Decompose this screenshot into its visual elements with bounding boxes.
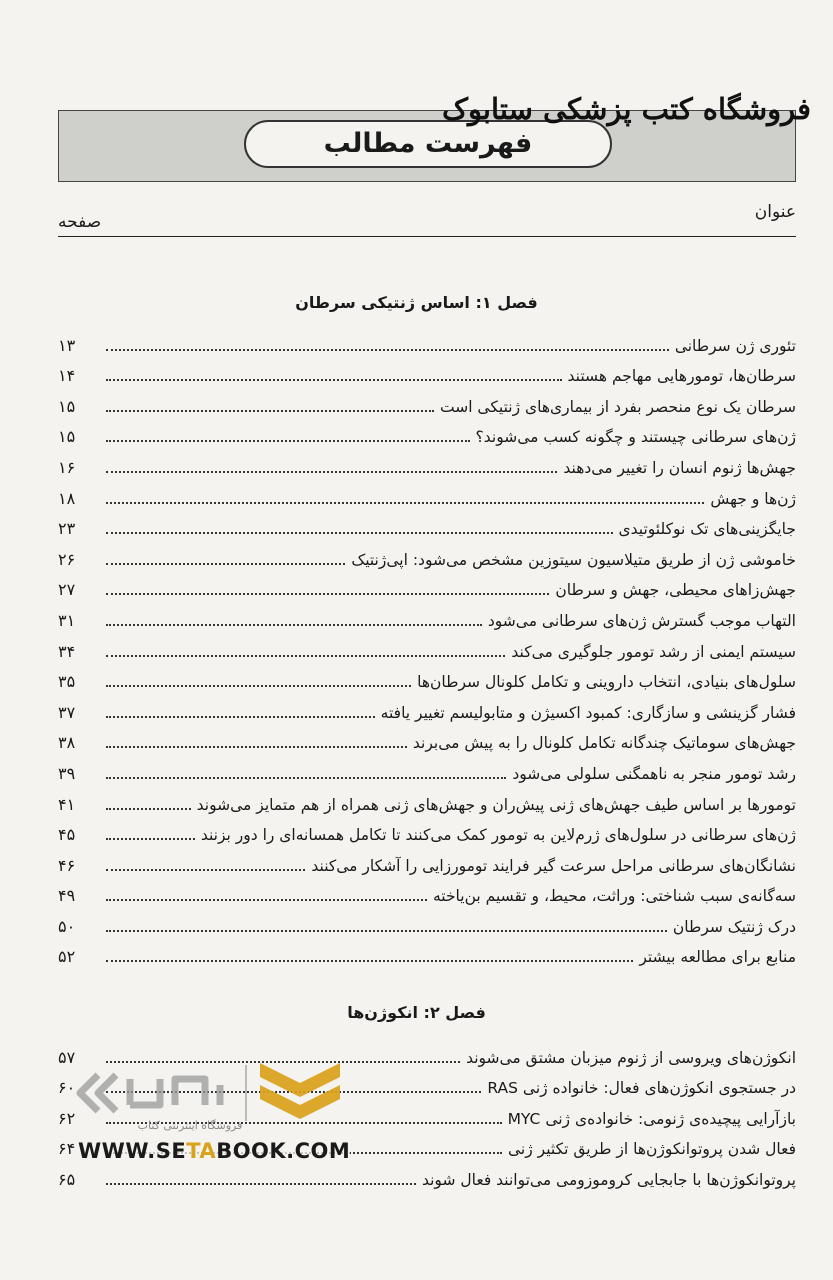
toc-entry-page: ۱۴ [58,366,76,386]
toc-entry-page: ۲۷ [58,580,76,600]
toc-leader [106,716,375,718]
toc-leader [106,349,669,351]
toc-entry[interactable] [58,478,796,509]
toc-leader [106,930,667,932]
toc-entry-page: ۱۵ [58,427,76,447]
chapter-1-title: فصل ۱: اساس ژنتیکی سرطان [295,293,538,312]
toc-leader [106,440,470,442]
toc-entry-page: ۶۵ [58,1169,76,1189]
toc-entry-page: ۶۴ [58,1139,76,1159]
chapter-1-toc [58,325,796,967]
toc-entry-page: ۳۸ [58,733,76,753]
toc-leader [106,502,704,504]
toc-entry-title: انکوژن‌های ویروسی از ژنوم میزبان مشتق می‌شوند [466,1048,796,1067]
toc-entry-page: ۵۲ [58,947,76,967]
toc-entry-title: خاموشی ژن از طریق متیلاسیون سیتوزین مشخص می‌شود: اپی‌ژنتیک [351,550,796,569]
toc-entry[interactable] [58,631,796,662]
toc-entry[interactable] [58,509,796,540]
header-divider [58,236,796,237]
toc-entry-page: ۱۸ [58,488,76,508]
toc-leader [106,532,613,534]
toc-entry-title: جهش‌ها ژنوم انسان را تغییر می‌دهند [563,458,796,477]
column-title-label: عنوان [754,202,796,222]
chapter-2-title: فصل ۲: انکوژن‌ها [347,1003,486,1022]
toc-entry-page: ۴۹ [58,886,76,906]
toc-entry-page: ۴۱ [58,794,76,814]
toc-entry-page: ۳۹ [58,763,76,783]
toc-entry-page: ۳۵ [58,672,76,692]
toc-entry-page: ۳۴ [58,641,76,661]
toc-entry-title: در جستجوی انکوژن‌های فعال: خانواده ژنی RAS [487,1079,796,1098]
toc-entry-page: ۱۵ [58,396,76,416]
toc-entry[interactable] [58,906,796,937]
toc-entry[interactable] [58,937,796,968]
toc-entry[interactable] [58,662,796,693]
toc-entry-title: التهاب موجب گسترش ژن‌های سرطانی می‌شود [487,611,796,630]
toc-entry-title: نشانگان‌های سرطانی مراحل سرعت گیر فرایند تومورزایی را آشکار می‌کنند [311,856,796,875]
toc-leader [106,624,482,626]
toc-entry[interactable] [58,356,796,387]
toc-entry-title: منابع برای مطالعه بیشتر [639,948,796,967]
toc-entry-title: تئوری ژن سرطانی [674,336,796,355]
toc-entry-title: ژن‌های سرطانی چیستند و چگونه کسب می‌شوند؟ [475,428,796,447]
toc-entry[interactable] [58,753,796,784]
toc-entry-page: ۶۰ [58,1078,76,1098]
toc-entry-page: ۲۳ [58,519,76,539]
toc-entry[interactable] [58,876,796,907]
toc-entry-title: ژن‌های سرطانی در سلول‌های ژرم‌لاین به تومور کمک می‌کنند تا تکامل همسانه‌ای را دور بزنند [200,826,796,845]
toc-entry[interactable] [58,845,796,876]
toc-entry-page: ۵۰ [58,916,76,936]
toc-entry-title: بازآرایی پیچیده‌ی ژنومی: خانواده‌ی ژنی MYC [507,1109,796,1128]
toc-entry-title: فشار گزینشی و سازگاری: کمبود اکسیژن و متابولیسم تغییر یافته [380,703,796,722]
toc-leader [106,685,411,687]
toc-entry-title: فعال شدن پروتوانکوژن‌ها از طریق تکثیر ژنی [508,1140,796,1159]
toc-entry[interactable] [58,570,796,601]
toc-entry-page: ۱۶ [58,457,76,477]
toc-entry-title: درک ژنتیک سرطان [672,917,796,936]
toc-entry-page: ۱۳ [58,335,76,355]
toc-leader [106,960,633,962]
toc-entry-page: ۴۶ [58,855,76,875]
toc-entry-page: ۳۷ [58,702,76,722]
setabook-watermark [70,1055,360,1173]
toc-entry[interactable] [58,539,796,570]
toc-entry-title: سه‌گانه‌ی سبب شناختی: وراثت، محیط، و تقسیم بن‌یاخته [432,887,796,906]
toc-entry-title: ژن‌ها و جهش [710,489,796,508]
toc-entry-title: پروتوانکوژن‌ها با جابجایی کروموزومی می‌توانند فعال شوند [421,1170,796,1189]
toc-leader [106,838,195,840]
toc-entry-title: رشد تومور منجر به ناهمگنی سلولی می‌شود [512,764,796,783]
toc-entry-title: جهش‌های سوماتیک چندگانه تکامل کلونال را به پیش می‌برند [412,734,796,753]
toc-entry-title: سلول‌های بنیادی، انتخاب داروینی و تکامل کلونال سرطان‌ها [417,673,796,692]
logo-lettering: فروشگاه اینترنتی کتاب [137,1119,243,1132]
toc-leader [106,563,345,565]
toc-leader [106,808,191,810]
toc-leader [106,869,305,871]
toc-entry[interactable] [58,600,796,631]
toc-entry-page: ۳۱ [58,610,76,630]
column-header [58,202,796,232]
toc-entry-title: سرطان‌ها، تومورهایی مهاجم هستند [567,367,796,386]
toc-entry[interactable] [58,692,796,723]
toc-entry-page: ۶۲ [58,1108,76,1128]
toc-entry[interactable] [58,325,796,356]
toc-leader [106,410,434,412]
toc-entry[interactable] [58,447,796,478]
store-name: فروشگاه کتب پزشکی ستابوک [442,92,811,126]
toc-entry-title: سرطان یک نوع منحصر بفرد از بیماری‌های ژنتیکی است [439,397,796,416]
page-title: فهرست مطالب [244,120,612,168]
toc-entry-page: ۴۵ [58,825,76,845]
toc-entry[interactable] [58,386,796,417]
toc-entry-title: جهش‌زاهای محیطی، جهش و سرطان [555,581,796,600]
toc-leader [106,777,506,779]
toc-entry-title: جایگزینی‌های تک نوکلئوتیدی [618,520,796,539]
toc-entry-page: ۵۷ [58,1047,76,1067]
toc-entry[interactable] [58,417,796,448]
toc-entry[interactable] [58,723,796,754]
toc-leader [106,746,407,748]
toc-leader [106,593,549,595]
toc-leader [106,1183,416,1185]
column-page-label: صفحه [58,212,102,232]
toc-leader [106,471,557,473]
toc-entry-page: ۲۶ [58,549,76,569]
toc-entry-title: تومورها بر اساس طیف جهش‌های ژنی پیش‌ران و جهش‌های ژنی همراه از هم متمایز می‌شوند [196,795,796,814]
toc-leader [106,899,427,901]
toc-entry[interactable] [58,784,796,815]
toc-leader [106,379,562,381]
toc-entry-title: سیستم ایمنی از رشد تومور جلوگیری می‌کند [511,642,796,661]
setabook-logo [70,1055,360,1135]
watermark-url: WWW.SETABOOK.COM [78,1139,351,1163]
toc-entry[interactable] [58,815,796,846]
toc-leader [106,655,505,657]
